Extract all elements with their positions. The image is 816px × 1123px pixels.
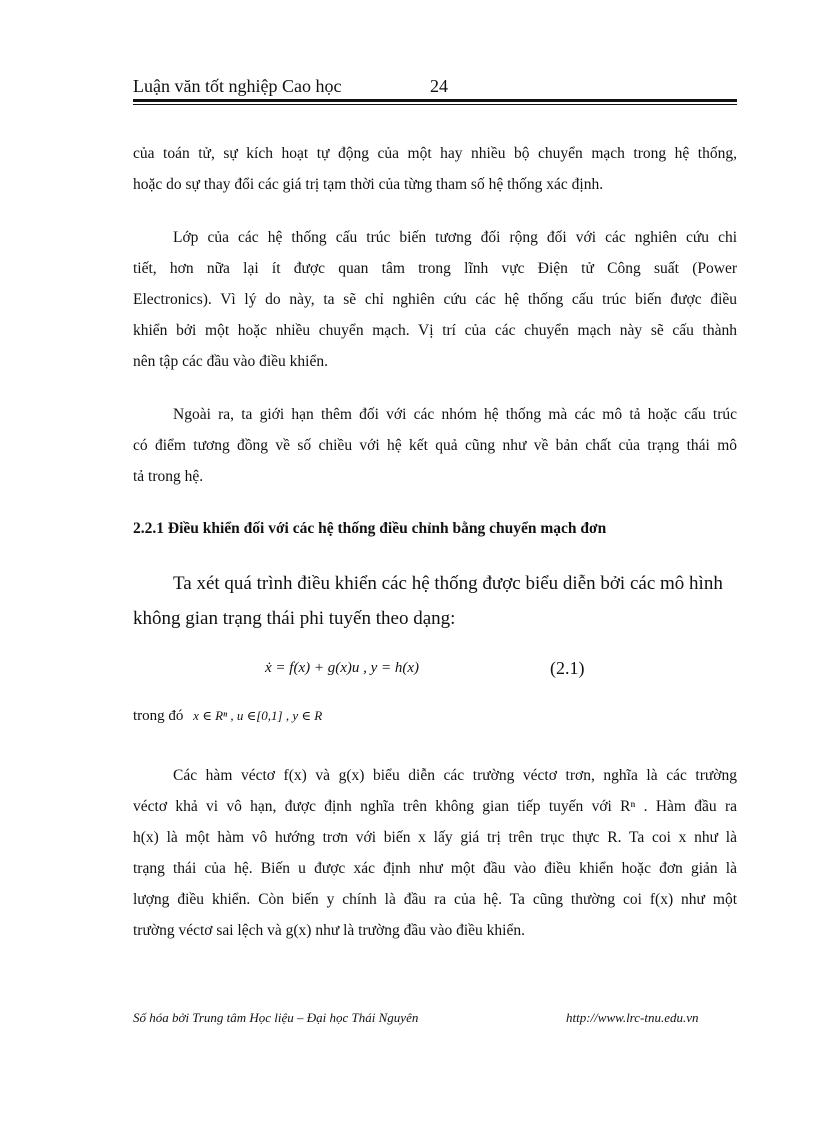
equation-number: (2.1)	[550, 658, 585, 678]
paragraph-3	[133, 399, 737, 492]
header-rule-thin	[133, 104, 737, 105]
paragraph-line: trường véctơ sai lệch và g(x) như là trường đầu vào điều khiển.	[133, 922, 525, 939]
paragraph-1	[133, 138, 737, 200]
where-clause	[133, 708, 322, 725]
equation: ẋ = f(x) + g(x)u , y = h(x)	[265, 660, 420, 676]
paragraph-line: Lớp của các hệ thống cấu trúc biến tương đối rộng đối với các nghiên cứu chi	[173, 229, 737, 246]
paragraph-line: hoặc do sự thay đổi các giá trị tạm thời của từng tham số hệ thống xác định.	[133, 176, 604, 193]
paragraph-line: lượng điều khiển. Còn biến y chính là đầu ra của hệ. Ta cũng thường coi f(x) như một	[133, 891, 737, 908]
paragraph-line: tả trong hệ.	[133, 468, 204, 485]
paragraph-line: véctơ khả vi vô hạn, được định nghĩa trên không gian tiếp tuyến với Rⁿ . Hàm đầu ra	[133, 798, 737, 815]
footer-url: http://www.lrc-tnu.edu.vn	[566, 1010, 699, 1025]
paragraph-line: Ngoài ra, ta giới hạn thêm đối với các nhóm hệ thống mà các mô tả hoặc cấu trúc	[173, 406, 737, 423]
paragraph-line: Các hàm véctơ f(x) và g(x) biểu diễn các trường véctơ trơn, nghĩa là các trường	[173, 767, 737, 784]
where-lead: trong đó	[133, 708, 184, 724]
paragraph-line: Electronics). Vì lý do này, ta sẽ chỉ nghiên cứu các hệ thống cấu trúc biến được điều	[133, 291, 737, 308]
section-heading: 2.2.1 Điều khiển đối với các hệ thống điều chỉnh bằng chuyển mạch đơn	[133, 520, 607, 537]
paragraph-line: tiết, hơn nữa lại ít được quan tâm trong lĩnh vực Điện tử Công suất (Power	[133, 260, 737, 277]
header-rule-thick	[133, 99, 737, 102]
paragraph-5	[133, 760, 737, 946]
paragraph-line: không gian trạng thái phi tuyến theo dạng:	[133, 608, 456, 629]
where-expression: x ∈ Rⁿ , u ∈[0,1] , y ∈ R	[193, 708, 323, 723]
footer-source: Số hóa bởi Trung tâm Học liệu – Đại học Thái Nguyên	[133, 1010, 419, 1025]
page-number: 24	[430, 76, 448, 96]
paragraph-2	[133, 222, 737, 377]
paragraph-line: nên tập các đầu vào điều khiển.	[133, 353, 328, 370]
paragraph-line: khiển bởi một hoặc nhiều chuyển mạch. Vị trí của các chuyển mạch này sẽ cấu thành	[133, 322, 737, 339]
header-title: Luận văn tốt nghiệp Cao học	[133, 76, 342, 96]
paragraph-line: của toán tử, sự kích hoạt tự động của một hay nhiều bộ chuyển mạch trong hệ thống,	[133, 145, 737, 162]
paragraph-4	[133, 566, 737, 636]
paragraph-line: có điểm tương đồng về số chiều với hệ kết quả cũng như về bản chất của trạng thái mô	[133, 437, 737, 454]
paragraph-line: Ta xét quá trình điều khiển các hệ thống được biểu diễn bởi các mô hình	[173, 573, 723, 594]
paragraph-line: trạng thái của hệ. Biến u được xác định như một đầu vào điều khiển hoặc đơn giản là	[133, 860, 737, 877]
paragraph-line: h(x) là một hàm vô hướng trơn với biến x lấy giá trị trên trục thực R. Ta coi x như là	[133, 829, 737, 846]
